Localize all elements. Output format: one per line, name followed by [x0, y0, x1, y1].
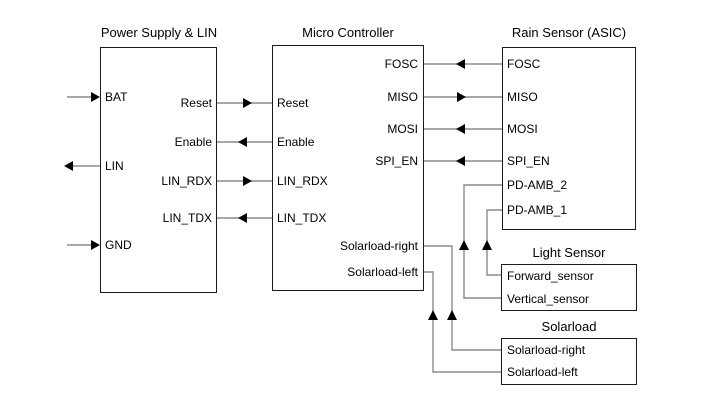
arrow-up-icon — [447, 310, 457, 320]
pin-rs-fosc: FOSC — [507, 57, 541, 71]
pin-sl-solarload-left: Solarload-left — [507, 365, 578, 379]
wire-pd-amb-2 — [459, 185, 502, 298]
arrow-right-icon — [91, 92, 100, 102]
pin-mc-enable: Enable — [277, 135, 315, 149]
pin-ps-lin-tdx: LIN_TDX — [162, 211, 212, 225]
pin-mc-solarload-right: Solarload-right — [339, 239, 418, 253]
pin-ps-lin: LIN — [105, 159, 124, 173]
arrow-right-icon — [91, 240, 100, 250]
solarload-title: Solarload — [541, 319, 597, 334]
pin-ls-vertical-sensor: Vertical_sensor — [507, 292, 590, 306]
pin-ps-lin-rdx: LIN_RDX — [161, 174, 212, 188]
pin-mc-mosi: MOSI — [387, 122, 418, 136]
wire-lin-tdx — [217, 213, 272, 223]
pin-ps-gnd: GND — [105, 238, 132, 252]
arrow-left-icon — [238, 137, 247, 147]
arrow-right-icon — [243, 176, 252, 186]
wire-miso — [424, 92, 502, 102]
arrow-left-icon — [238, 213, 247, 223]
pin-rs-pd-amb-2: PD-AMB_2 — [507, 178, 568, 192]
pin-mc-lin-tdx: LIN_TDX — [277, 211, 327, 225]
wire-mosi — [424, 124, 502, 134]
arrow-right-icon — [243, 98, 252, 108]
arrow-left-icon — [456, 59, 465, 69]
rain-sensor-title: Rain Sensor (ASIC) — [511, 25, 627, 40]
pin-mc-reset: Reset — [277, 96, 309, 110]
pin-rs-miso: MISO — [507, 90, 538, 104]
arrow-left-icon — [456, 124, 465, 134]
wire-lin — [64, 161, 100, 171]
pin-mc-fosc: FOSC — [384, 57, 418, 71]
wire-fosc — [424, 59, 502, 69]
arrow-right-icon — [457, 92, 466, 102]
wire-enable — [217, 137, 272, 147]
wire-reset — [217, 98, 272, 108]
pin-ps-bat: BAT — [105, 90, 128, 104]
pin-rs-mosi: MOSI — [507, 122, 538, 136]
pin-mc-solarload-left: Solarload-left — [347, 265, 418, 279]
pin-ps-reset: Reset — [180, 96, 212, 110]
pin-mc-spi-en: SPI_EN — [375, 154, 418, 168]
power-supply-title: Power Supply & LIN — [100, 25, 218, 40]
light-sensor-title: Light Sensor — [532, 245, 606, 260]
arrow-left-icon — [64, 161, 73, 171]
arrow-up-icon — [428, 310, 438, 320]
pin-mc-miso: MISO — [387, 90, 418, 104]
pin-rs-pd-amb-1: PD-AMB_1 — [507, 203, 568, 217]
pin-ps-enable: Enable — [174, 135, 212, 149]
arrow-up-icon — [459, 240, 469, 250]
arrow-left-icon — [456, 156, 465, 166]
wire-spi-en — [424, 156, 502, 166]
pin-ls-forward-sensor: Forward_sensor — [507, 269, 594, 283]
wire-gnd — [67, 240, 100, 250]
wire-lin-rdx — [217, 176, 272, 186]
wire-bat — [67, 92, 100, 102]
micro-controller-title: Micro Controller — [302, 25, 394, 40]
wire-pd-amb-1 — [482, 210, 502, 275]
pin-rs-spi-en: SPI_EN — [507, 154, 550, 168]
pin-sl-solarload-right: Solarload-right — [507, 343, 586, 357]
pin-mc-lin-rdx: LIN_RDX — [277, 174, 328, 188]
